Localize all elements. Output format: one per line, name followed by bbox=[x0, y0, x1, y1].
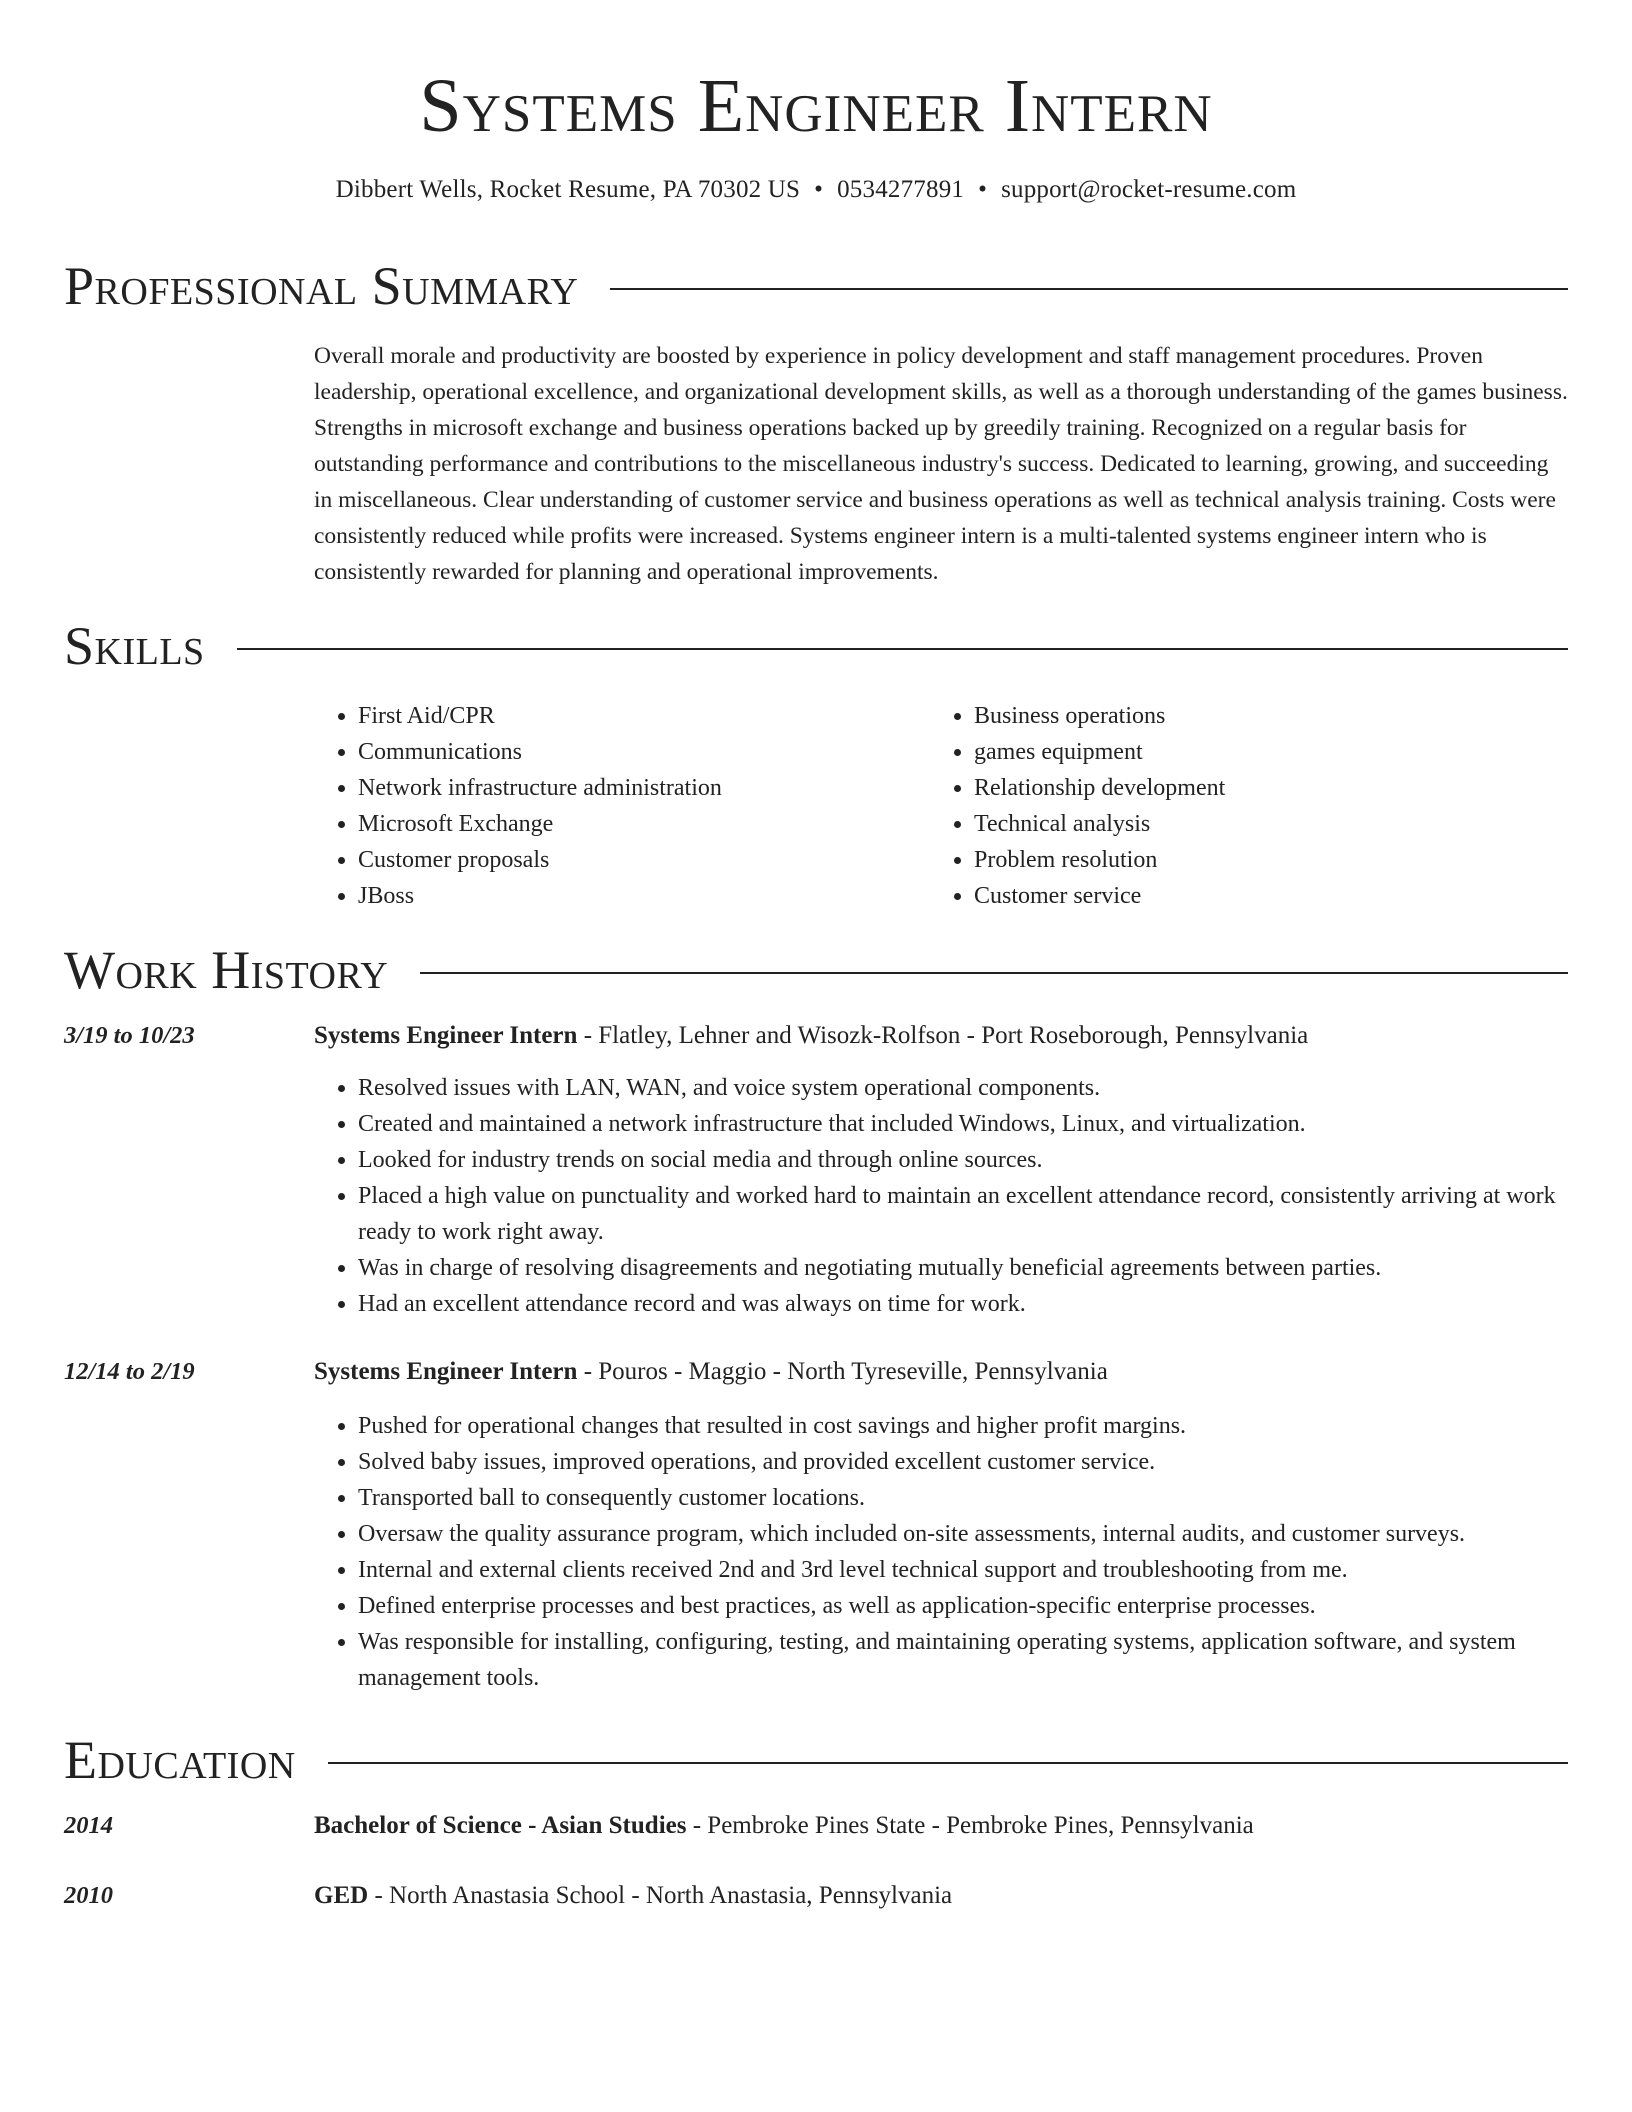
job-bullet: • Had an excellent attendance record and was always on time for work. bbox=[358, 1286, 1570, 1322]
job-bullet: • Defined enterprise processes and best practices, as well as application-specific enterprise processes. bbox=[358, 1588, 1570, 1624]
summary-section-header bbox=[64, 254, 1568, 318]
job-title: Systems Engineer Intern bbox=[314, 1022, 578, 1049]
section-divider bbox=[420, 972, 1568, 974]
skills-column-left bbox=[314, 698, 930, 914]
job-dates: 12/14 to 2/19 bbox=[64, 1358, 195, 1385]
education-degree: GED bbox=[314, 1882, 369, 1909]
education-entry bbox=[314, 1808, 1570, 1844]
job-details: - Flatley, Lehner and Wisozk-Rolfson - Port Roseborough, Pennsylvania bbox=[577, 1022, 1309, 1049]
education-degree: Bachelor of Science - Asian Studies bbox=[314, 1812, 687, 1839]
section-divider bbox=[237, 648, 1568, 650]
job-bullet: • Looked for industry trends on social media and through online sources. bbox=[358, 1142, 1570, 1178]
contact-phone: 0534277891 bbox=[837, 176, 965, 203]
skills-heading: Skills bbox=[64, 616, 205, 676]
contact-address: Dibbert Wells, Rocket Resume, PA 70302 US bbox=[335, 176, 801, 203]
skill-item: • Customer proposals bbox=[358, 842, 930, 878]
skill-item: • games equipment bbox=[974, 734, 1546, 770]
summary-heading: Professional Summary bbox=[64, 256, 579, 316]
job-dates: 3/19 to 10/23 bbox=[64, 1022, 195, 1049]
job-bullet: • Created and maintained a network infrastructure that included Windows, Linux, and virtualization. bbox=[358, 1106, 1570, 1142]
section-divider bbox=[328, 1762, 1568, 1764]
education-entry bbox=[314, 1878, 1570, 1914]
resume-name: Systems Engineer Intern bbox=[419, 64, 1213, 148]
skills-list bbox=[314, 698, 1570, 914]
job-header bbox=[314, 1354, 1570, 1390]
job-bullet: • Transported ball to consequently customer locations. bbox=[358, 1480, 1570, 1516]
skill-item: • Relationship development bbox=[974, 770, 1546, 806]
job-bullets bbox=[314, 1070, 1570, 1322]
job-bullet: • Was responsible for installing, configuring, testing, and maintaining operating systems, application software, and system management tools. bbox=[358, 1624, 1570, 1696]
education-details: - North Anastasia School - North Anastasia, Pennsylvania bbox=[368, 1882, 953, 1909]
section-divider bbox=[610, 288, 1568, 290]
job-details: - Pouros - Maggio - North Tyreseville, Pennsylvania bbox=[577, 1358, 1108, 1385]
job-bullet: • Oversaw the quality assurance program, which included on-site assessments, internal audits, and customer surveys. bbox=[358, 1516, 1570, 1552]
job-bullet: • Pushed for operational changes that resulted in cost savings and higher profit margins. bbox=[358, 1408, 1570, 1444]
skill-item: • Customer service bbox=[974, 878, 1546, 914]
skill-item: • Technical analysis bbox=[974, 806, 1546, 842]
skill-item: • Business operations bbox=[974, 698, 1546, 734]
skills-section-header bbox=[64, 614, 1568, 678]
work-section-header bbox=[64, 938, 1568, 1002]
education-year: 2014 bbox=[64, 1812, 113, 1839]
skill-item: • First Aid/CPR bbox=[358, 698, 930, 734]
job-bullet: • Was in charge of resolving disagreements and negotiating mutually beneficial agreements between parties. bbox=[358, 1250, 1570, 1286]
job-bullet: • Internal and external clients received 2nd and 3rd level technical support and troubleshooting from me. bbox=[358, 1552, 1570, 1588]
education-year: 2010 bbox=[64, 1882, 113, 1909]
work-heading: Work History bbox=[64, 940, 389, 1000]
job-bullet: • Resolved issues with LAN, WAN, and voice system operational components. bbox=[358, 1070, 1570, 1106]
skill-item: • Problem resolution bbox=[974, 842, 1546, 878]
summary-text: Overall morale and productivity are boosted by experience in policy development and staff management procedures. Proven leadership, operational excellence, and organizational development skills, as well as a thorough understanding of the games business. Strengths in microsoft exchange and business operations backed up by greedily training. Recognized on a regular basis for outstanding performance and contributions to the miscellaneous industry's success. Dedicated to learning, growing, and succeeding in miscellaneous. Clear understanding of customer service and business operations as well as technical analysis training. Costs were consistently reduced while profits were increased. Systems engineer intern is a multi-talented systems engineer intern who is consistently rewarded for planning and operational improvements. bbox=[314, 343, 1568, 585]
job-bullet: • Placed a high value on punctuality and worked hard to maintain an excellent attendance record, consistently arriving at work ready to work right away. bbox=[358, 1178, 1570, 1250]
contact-email: support@rocket-resume.com bbox=[1001, 176, 1297, 203]
skills-column-right bbox=[930, 698, 1546, 914]
education-heading: Education bbox=[64, 1730, 296, 1790]
contact-line bbox=[0, 172, 1632, 208]
job-header bbox=[314, 1018, 1570, 1054]
contact-separator: • bbox=[978, 176, 988, 203]
contact-separator: • bbox=[814, 176, 824, 203]
job-bullets bbox=[314, 1408, 1570, 1696]
skill-item: • Microsoft Exchange bbox=[358, 806, 930, 842]
job-bullet: • Solved baby issues, improved operations, and provided excellent customer service. bbox=[358, 1444, 1570, 1480]
job-title: Systems Engineer Intern bbox=[314, 1358, 578, 1385]
education-section-header bbox=[64, 1728, 1568, 1792]
education-details: - Pembroke Pines State - Pembroke Pines, Pennsylvania bbox=[686, 1812, 1254, 1839]
skill-item: • JBoss bbox=[358, 878, 930, 914]
skill-item: • Network infrastructure administration bbox=[358, 770, 930, 806]
skill-item: • Communications bbox=[358, 734, 930, 770]
